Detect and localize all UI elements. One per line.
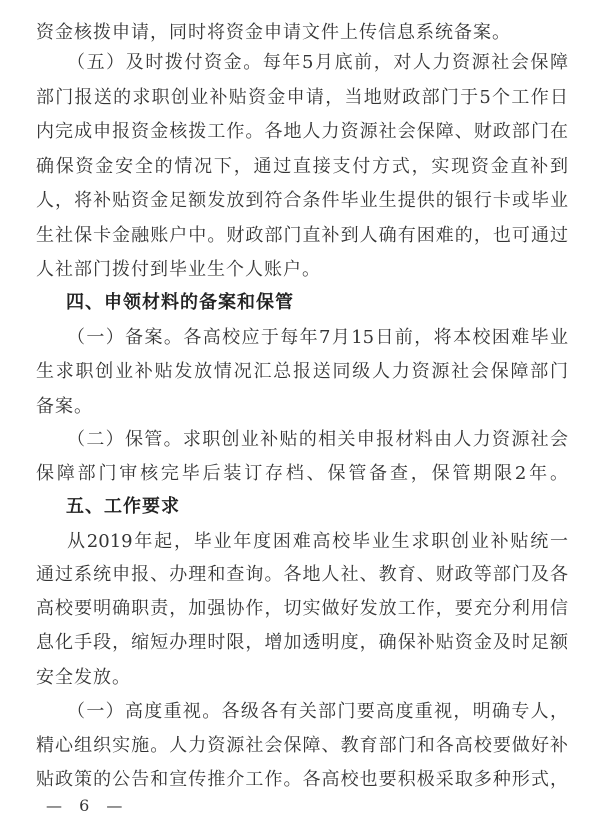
text-line: 部门报送的求职创业补贴资金申请，当地财政部门于5个工作日: [36, 87, 568, 108]
text-line: 生社保卡金融账户中。财政部门直补到人确有困难的，也可通过: [36, 225, 568, 246]
text-line: 人社部门拨付到毕业生个人账户。: [36, 259, 321, 280]
text-line: 保障部门审核完毕后装订存档、保管备查，保管期限2年。: [36, 463, 568, 484]
text-line: （一）备案。各高校应于每年7月15日前，将本校困难毕业: [67, 327, 568, 348]
section-heading: 五、工作要求: [66, 496, 180, 517]
text-line: （五）及时拨付资金。每年5月底前，对人力资源社会保障: [67, 52, 568, 73]
section-heading: 四、申领材料的备案和保管: [66, 292, 294, 313]
text-line: 备案。: [36, 396, 93, 417]
text-line: （一）高度重视。各级各有关部门要高度重视，明确专人，: [67, 701, 568, 722]
page-number: — 6 —: [46, 796, 129, 815]
text-line: 生求职创业补贴发放情况汇总报送同级人力资源社会保障部门: [36, 361, 568, 382]
text-line: 从2019年起，毕业年度困难高校毕业生求职创业补贴统一: [67, 531, 568, 552]
text-line: 息化手段，缩短办理时限，增加透明度，确保补贴资金及时足额: [36, 632, 568, 653]
text-line: 内完成申报资金核拨工作。各地人力资源社会保障、财政部门在: [36, 121, 568, 142]
text-line: 通过系统申报、办理和查询。各地人社、教育、财政等部门及各: [36, 564, 568, 585]
text-line: 安全发放。: [36, 667, 131, 688]
text-line: （二）保管。求职创业补贴的相关申报材料由人力资源社会: [67, 429, 568, 450]
text-line: 贴政策的公告和宣传推介工作。各高校也要积极采取多种形式，: [36, 769, 568, 790]
text-line: 高校要明确职责，加强协作，切实做好发放工作，要充分利用信: [36, 598, 568, 619]
text-line: 确保资金安全的情况下，通过直接支付方式，实现资金直补到: [36, 156, 568, 177]
text-line: 人，将补贴资金足额发放到符合条件毕业生提供的银行卡或毕业: [36, 190, 568, 211]
text-line: 精心组织实施。人力资源社会保障、教育部门和各高校要做好补: [36, 735, 568, 756]
text-line: 资金核拨申请，同时将资金申请文件上传信息系统备案。: [36, 22, 511, 43]
